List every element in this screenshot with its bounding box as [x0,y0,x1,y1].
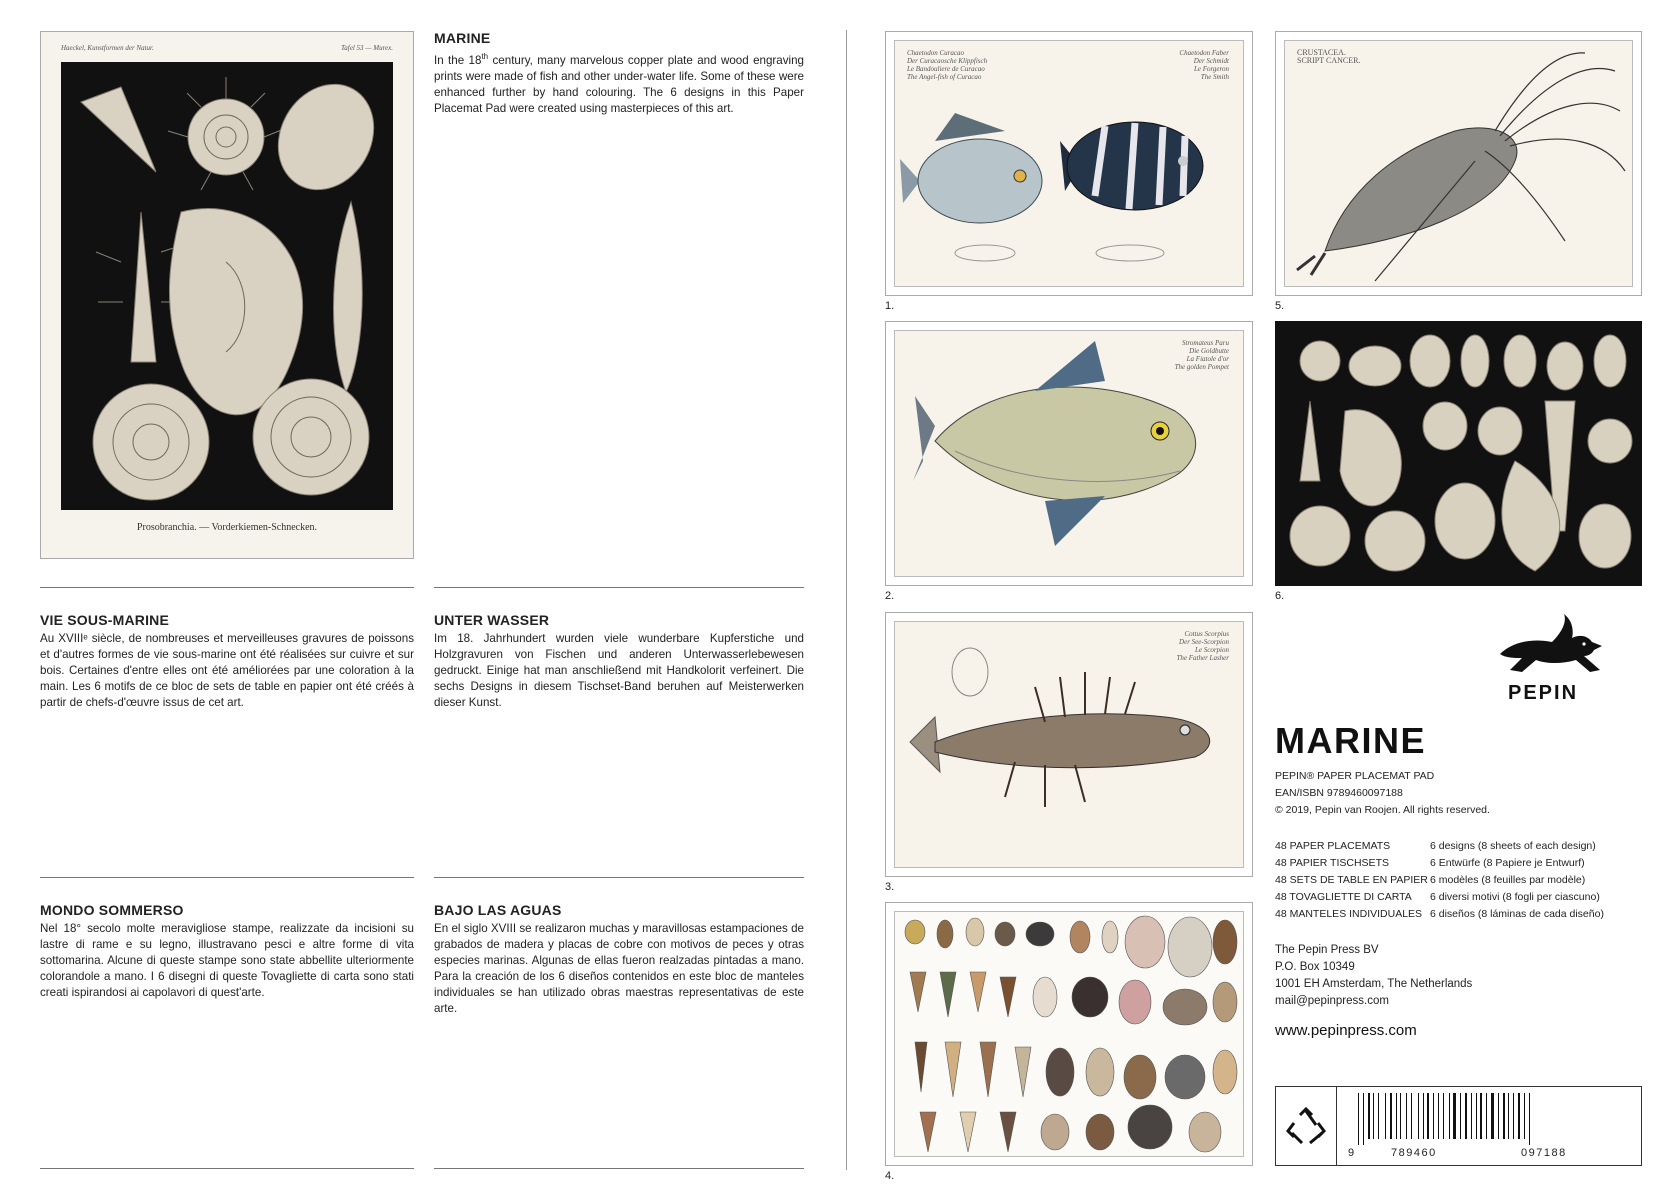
design-5-artwork [1284,40,1633,287]
barcode-bar [1491,1093,1494,1139]
barcode-bar [1476,1093,1477,1139]
cover-plate-header-left: Haeckel, Kunstformen der Natur. [61,44,154,52]
barcode-bar [1453,1093,1456,1139]
section-heading: BAJO LAS AGUAS [434,902,562,918]
barcode-bar [1390,1093,1392,1139]
intro-text [434,49,804,117]
product-title: MARINE [1275,720,1426,761]
barcode-bar [1358,1093,1359,1145]
barcode-bar [1406,1093,1407,1139]
barcode-bar [1438,1093,1439,1139]
contents-detail: 6 diseños (8 láminas de cada diseño) [1430,908,1604,920]
contents-row [1275,872,1645,889]
section-spanish [434,902,804,1017]
publisher-name: The Pepin Press BV [1275,944,1379,956]
barcode-divider [1336,1087,1337,1165]
divider-right-bottom [434,1168,804,1169]
design-5-thumbnail [1275,31,1642,296]
design-4-number: 4. [885,1170,895,1182]
seashells-illustration [895,912,1244,1157]
publisher-box: P.O. Box 10349 [1275,961,1355,973]
barcode-bar [1396,1093,1397,1139]
design-2-label: Stromateus Paru Die Goldbutte La Fiatole d'or The golden Pompet [1174,339,1229,371]
design-3-thumbnail [885,612,1253,877]
product-subtitle: PEPIN® PAPER PLACEMAT PAD [1275,770,1435,782]
barcode-bar [1373,1093,1374,1139]
publisher-website[interactable]: www.pepinpress.com [1275,1022,1417,1039]
contents-row [1275,906,1645,923]
barcode-bars [1358,1093,1633,1145]
contents-label: 48 PAPER PLACEMATS [1275,840,1391,852]
cover-plate-caption: Prosobranchia. — Vorderkiemen-Schnecken. [136,522,318,533]
barcode-bar [1400,1093,1401,1139]
barcode-bar [1529,1093,1530,1145]
contents-row [1275,855,1645,872]
section-german [434,612,804,711]
design-1-thumbnail [885,31,1253,296]
section-text: Im 18. Jahrhundert wurden viele wunderbare Kupferstiche und Holzgravuren von Fischen und anderen Unterwasserlebewesen gedruckt. Einige hat man anschließend mit Handkolorit verfeinert. Die sechs Designs in diesem Tischset-Band beruhen auf Meisterwerken dieser Kunst. [434,632,804,709]
contents-label: 48 PAPIER TISCHSETS [1275,857,1389,869]
intro-text-sup: th [481,52,489,61]
barcode-bar [1368,1093,1370,1139]
brand-block [1275,720,1645,819]
barcode-bar [1508,1093,1509,1139]
page-fold [846,30,847,1170]
hare-logo-icon [1492,612,1612,682]
design-4-artwork [894,911,1244,1157]
contents-detail: 6 Entwürfe (8 Papiere je Entwurf) [1430,857,1585,869]
design-5-number: 5. [1275,300,1285,312]
barcode-bar [1449,1093,1450,1139]
contents-detail: 6 modèles (8 feuilles par modèle) [1430,874,1586,886]
intro-text-a: In the 18 [434,53,482,67]
publisher-address [1275,942,1645,1010]
pompano-illustration [895,331,1244,577]
divider-de-top [434,587,804,588]
sculpin-illustration [895,622,1244,868]
contents-table [1275,838,1645,923]
design-1-number: 1. [885,300,895,312]
barcode-bar [1486,1093,1487,1139]
intro-block [434,30,804,117]
pepin-logo-text: PEPIN [1508,682,1579,704]
shells-illustration [1275,321,1642,586]
design-6-thumbnail [1275,321,1642,586]
barcode-panel [1275,1086,1642,1166]
contents-label: 48 TOVAGLIETTE DI CARTA [1275,891,1412,903]
design-6-artwork [1275,321,1642,586]
shell-illustration [61,62,393,510]
barcode-bar [1460,1093,1461,1139]
product-isbn: EAN/ISBN 9789460097188 [1275,787,1403,799]
cover-plate-header-right: Tafel 53 — Murex. [341,44,393,52]
cover-plate-header [61,44,393,56]
barcode-bar [1423,1093,1424,1139]
design-4-thumbnail [885,902,1253,1166]
section-italian [40,902,414,1001]
design-2-thumbnail [885,321,1253,586]
divider-fr-top [40,587,414,588]
barcode-bar [1471,1093,1472,1139]
contents-label: 48 MANTELES INDIVIDUALES [1275,908,1423,920]
cover-plate-artwork [61,62,393,510]
divider-it-top [40,877,414,878]
barcode-bar [1498,1093,1499,1139]
design-2-artwork [894,330,1244,577]
design-6-number: 6. [1275,590,1285,602]
barcode-group-1: 789460 [1391,1147,1437,1159]
barcode-bar [1524,1093,1525,1139]
section-heading: UNTER WASSER [434,612,550,628]
barcode-bar [1411,1093,1412,1139]
contents-row [1275,838,1645,855]
design-3-number: 3. [885,881,895,893]
contents-row [1275,889,1645,906]
barcode-bar [1385,1093,1386,1139]
barcode-bar [1363,1093,1364,1145]
barcode-bar [1427,1093,1429,1139]
section-heading: MONDO SOMMERSO [40,902,184,918]
publisher-city: 1001 EH Amsterdam, The Netherlands [1275,978,1473,990]
design-1-label-right: Chaetodon Faber Der Schmidt Le Forgeron The Smith [1179,49,1229,81]
barcode-bar [1433,1093,1434,1139]
barcode-bar [1513,1093,1514,1139]
intro-text-b: century, many marvelous copper plate and wood engraving prints were made of fish and other under-water life. Some of these were enhanced further by hand colouring. The 6 designs in this Paper Placemat Pad were created using masterpieces of this art. [434,53,804,115]
section-heading: VIE SOUS-MARINE [40,612,170,628]
pepin-logo [1492,612,1612,708]
contents-detail: 6 designs (8 sheets of each design) [1430,840,1596,852]
section-text: Au XVIIIᵉ siècle, de nombreuses et merveilleuses gravures de poissons et d'autres formes de vie sous-marine ont été réalisées sur cuivre et sur bois. Certaines d'entre elles ont été améliorées par une coloration à la main. Les 6 motifs de ce bloc de sets de table en papier ont été créés à partir de chefs-d'œuvre issus de cet art. [40,632,414,709]
barcode-first-digit: 9 [1348,1147,1355,1159]
barcode-bar [1503,1093,1505,1139]
section-text: Nel 18° secolo molte meravigliose stampe, realizzate da incisioni su lastre di rame e su legno, illustravano pesci e altre forme di vita sottomarina. Alcune di queste stampe sono state abbellite ulteriormente colorandole a mano. I 6 disegni di queste Tovagliette di carta sono stati creati ispirandosi ai capolavori di quest'arte. [40,922,414,999]
barcode-bar [1378,1093,1379,1139]
design-5-label: CRUSTACEA. SCRIPT CANCER. [1297,48,1361,65]
design-3-artwork [894,621,1244,868]
intro-heading: MARINE [434,30,491,46]
divider-es-top [434,877,804,878]
design-2-number: 2. [885,590,895,602]
fish-illustration [895,41,1244,287]
barcode-bar [1465,1093,1467,1139]
product-copyright: © 2019, Pepin van Roojen. All rights reserved. [1275,804,1490,816]
section-french [40,612,414,711]
design-3-label: Cottus Scorpius Der See-Scorpion Le Scorpion The Father Lasher [1176,630,1229,662]
cover-plate [40,31,414,559]
publisher-email[interactable]: mail@pepinpress.com [1275,995,1389,1007]
divider-left-bottom [40,1168,414,1169]
contents-detail: 6 diversi motivi (8 fogli per ciascuno) [1430,891,1600,903]
section-text: En el siglo XVIII se realizaron muchas y maravillosas estampaciones de grabados de madera y placas de cobre con motivos de peces y otras especies marinas. Algunas de ellas fueron realzadas pintadas a mano. Para la creación de los 6 diseños contenidos en este bloc de manteles individuales se han utilizado obras maestras representativas de este arte. [434,922,804,1015]
barcode-bar [1418,1093,1419,1139]
lobster-illustration [1285,41,1633,287]
barcode-bar [1443,1093,1444,1139]
barcode-group-2: 097188 [1521,1147,1567,1159]
barcode-bar [1518,1093,1520,1139]
design-1-artwork [894,40,1244,287]
barcode-bar [1480,1093,1482,1139]
contents-label: 48 SETS DE TABLE EN PAPIER [1275,874,1428,886]
recycle-icon [1286,1107,1326,1147]
design-1-label-left: Chaetodon Curacao Der Curacaosche Klippfisch Le Bandouliere de Curacao The Angel-fish of Curacao [907,49,988,81]
